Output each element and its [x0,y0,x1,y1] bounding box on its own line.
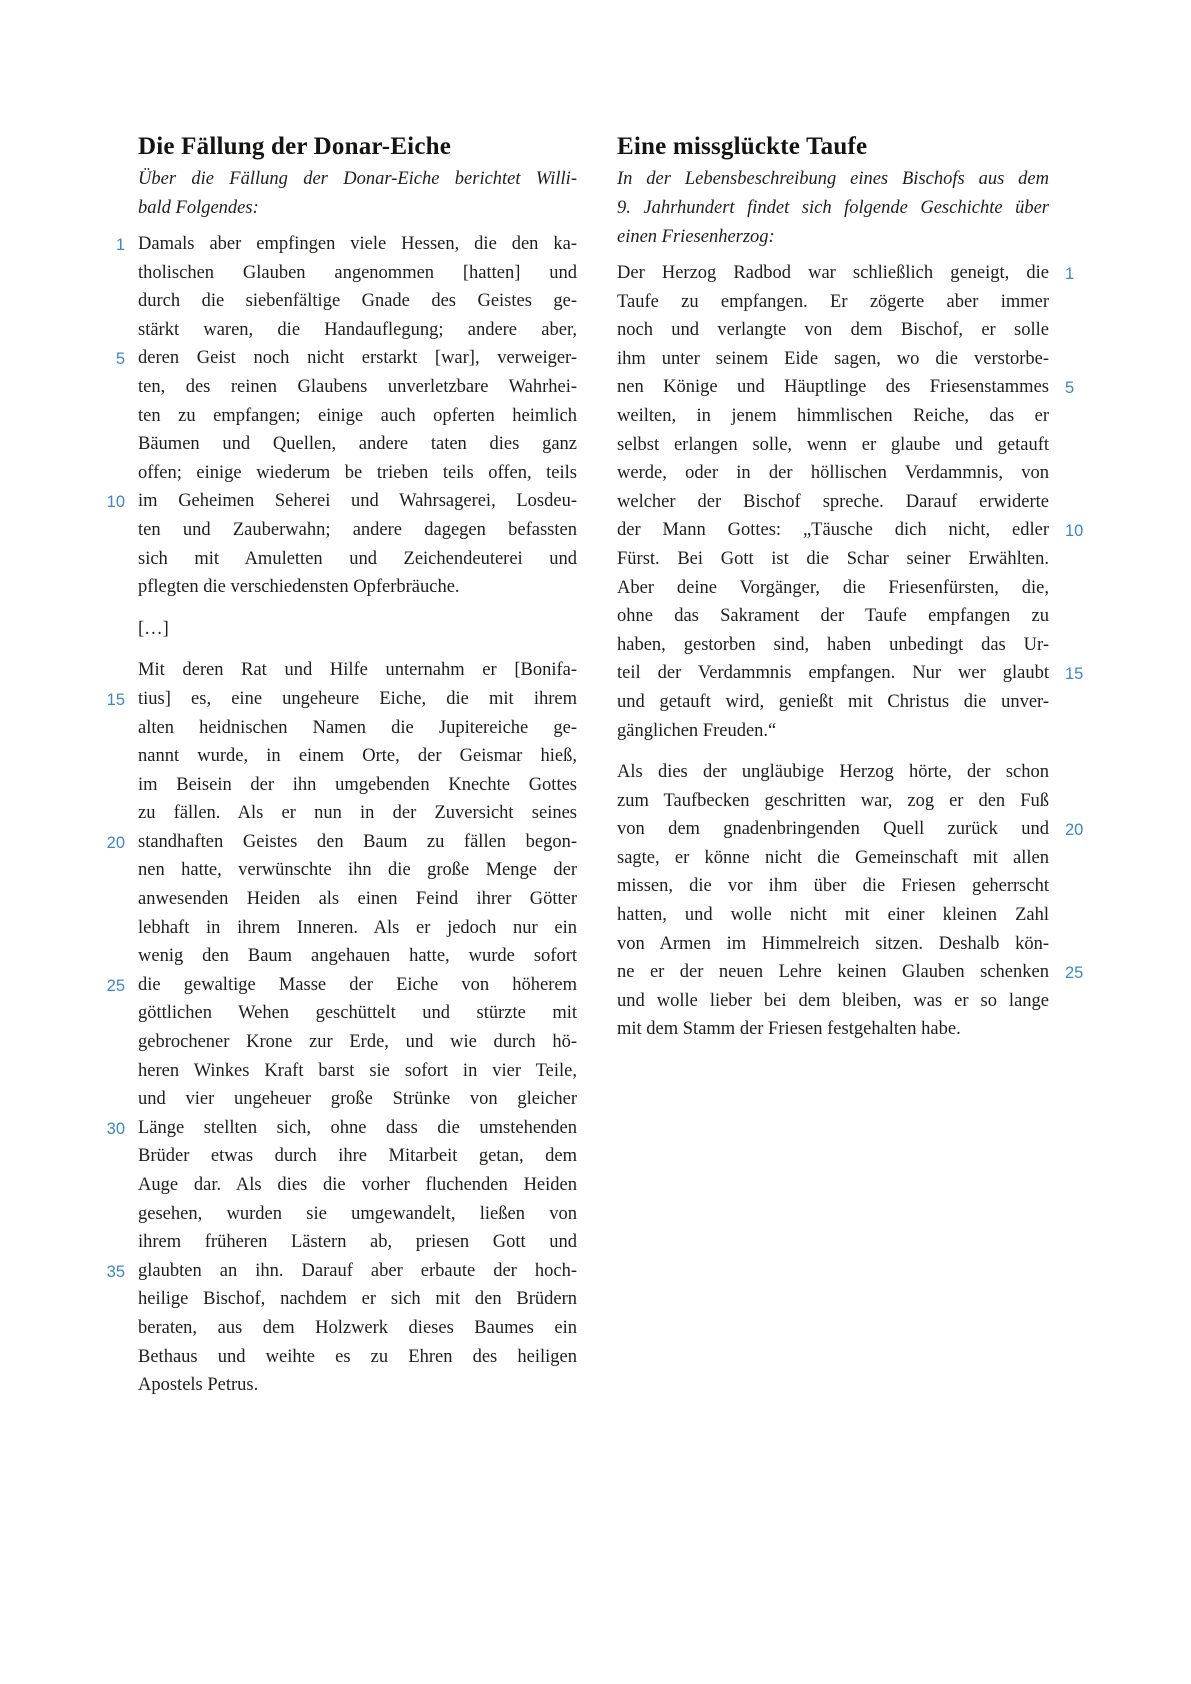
text-line-row [617,688,1049,717]
section-intro [138,165,577,223]
text-line-row [138,885,577,914]
text-line: und vier ungeheuer große Strünke von gleicher [138,1089,577,1110]
text-line: alten heidnischen Namen die Jupitereiche ge- [138,717,577,738]
text-line: deren Geist noch nicht erstarkt [war], verweiger- [138,348,577,369]
text-line: nannt wurde, in einem Orte, der Geismar hieß, [138,746,577,767]
text-line: beraten, aus dem Holzwerk dieses Baumes ein [138,1317,577,1338]
text-line-row [617,574,1049,603]
section-intro [617,165,1049,252]
omission-mark [138,615,577,644]
text-line-row [106,1257,577,1286]
text-line-row [617,345,1049,374]
text-line: werde, oder in der höllischen Verdammnis, von [617,463,1049,484]
text-line: sich mit Amuletten und Zeichendeuterei und [138,548,577,569]
text-line-row [617,431,1049,460]
text-line: welcher der Bischof spreche. Darauf erwiderte [617,491,1049,512]
line-number: 15 [106,690,125,709]
text-line-row [138,516,577,545]
text-line-row [617,659,1084,688]
text-line: Mit deren Rat und Hilfe unternahm er [Bonifa- [138,660,577,681]
paragraph [617,758,1084,1044]
text-line: ohne das Sakrament der Taufe empfangen zu [617,606,1049,627]
text-line-row [617,288,1049,317]
text-line: Aber deine Vorgänger, die Friesenfürsten, die, [617,577,1049,598]
text-line-row [617,259,1075,288]
text-line: Bethaus und weihte es zu Ehren des heiligen [138,1346,577,1367]
text-line: und getauft wird, genießt mit Christus die unver- [617,691,1049,712]
line-number: 5 [1065,379,1075,398]
text-line-row [138,1200,577,1229]
section-title: Die Fällung der Donar-Eiche [138,133,452,160]
line-number: 1 [1065,265,1075,283]
text-line-row [115,344,577,373]
text-line: der Mann Gottes: „Täusche dich nicht, edler [617,520,1049,541]
text-line: teil der Verdammnis empfangen. Nur wer glaubt [617,663,1049,684]
text-line: ne er der neuen Lehre keinen Glauben schenken [617,962,1049,983]
paragraph [106,230,577,602]
text-line-row [106,685,577,714]
text-line-row [617,787,1049,816]
text-line-row [138,942,577,971]
line-number: 25 [1065,964,1084,983]
text-line-row [617,958,1084,987]
text-line-row [138,999,577,1028]
text-line-row [138,1085,577,1114]
text-line-row [617,373,1075,402]
text-line-row [138,1228,577,1257]
text-line-row [138,914,577,943]
text-line-row [106,828,577,857]
text-line-row [617,930,1049,959]
text-line: In der Lebensbeschreibung eines Bischofs aus dem [617,169,1049,189]
text-line: und wolle lieber bei dem bleiben, was er so lange [617,990,1049,1011]
text-line: […] [138,618,169,639]
text-line: wenig den Baum angehauen hatte, wurde sofort [138,946,577,967]
text-line: nen hatte, verwünschte ihn die große Menge der [138,860,577,881]
text-line: Über die Fällung der Donar-Eiche berichtet Willi- [138,169,577,189]
paragraph [106,656,577,1399]
text-line: gebrochener Krone zur Erde, und wie durch hö- [138,1032,577,1053]
text-line-row [138,1285,577,1314]
line-number: 10 [1065,522,1084,541]
text-line: ten, des reinen Glaubens unverletzbare Wahrhei- [138,376,577,397]
text-line: glaubten an ihn. Darauf aber erbaute der hoch- [138,1260,577,1281]
text-line: heren Winkes Kraft barst sie sofort in vier Teile, [138,1060,577,1081]
text-line: nen Könige und Häuptlinge des Friesenstammes [617,377,1049,398]
text-line: ihrem früheren Lästern ab, priesen Gott und [138,1232,577,1253]
text-line-row [138,430,577,459]
text-line: einen Friesenherzog: [617,227,775,247]
text-line: offen; einige wiederum be trieben teils offen, teils [138,462,577,483]
intro-line [617,165,1049,194]
text-line: noch und verlangte von dem Bischof, er solle [617,320,1049,341]
text-line: anwesenden Heiden als einen Feind ihrer Götter [138,889,577,910]
text-line: pflegten die verschiedensten Opferbräuche. [138,577,460,598]
text-line-row [617,901,1049,930]
line-number: 20 [1065,821,1084,840]
text-line: tius] es, eine ungeheure Eiche, die mit ihrem [138,688,577,709]
column-missglueckte-taufe [617,130,1084,1044]
text-line: Länge stellten sich, ohne dass die umstehenden [138,1117,577,1138]
intro-line [138,165,577,194]
text-line-row [138,545,577,574]
text-line: die gewaltige Masse der Eiche von höherem [138,974,577,995]
line-number: 15 [1065,665,1084,684]
text-line-row [617,545,1049,574]
text-line-row [106,971,577,1000]
text-line-row [138,1171,577,1200]
text-line: Taufe zu empfangen. Er zögerte aber immer [617,291,1049,312]
text-line: haben, gestorben sind, haben unbedingt das Ur- [617,634,1049,655]
text-line-row [138,1343,577,1372]
intro-line [617,223,1049,252]
text-line: im Geheimen Seherei und Wahrsagerei, Losdeu- [138,491,577,512]
paragraph [617,259,1084,745]
text-line-row [106,1114,577,1143]
text-line: hatten, und wolle nicht mit einer kleinen Zahl [617,905,1049,926]
text-line: ten und Zauberwahn; andere dagegen befassten [138,519,577,540]
text-line-row [617,402,1049,431]
line-number: 25 [106,976,125,995]
text-line-row [617,631,1049,660]
line-number: 30 [106,1119,125,1138]
text-line: missen, die vor ihm über die Friesen geherrscht [617,876,1049,897]
text-line-row [617,844,1049,873]
text-line-row [138,615,577,644]
text-line-row [617,1015,1049,1044]
text-line-row [138,656,577,685]
text-line: Als dies der ungläubige Herzog hörte, der schon [617,762,1049,783]
text-line: gänglichen Freuden.“ [617,720,777,741]
text-line-row [138,1314,577,1343]
text-line-row [138,459,577,488]
text-line: durch die siebenfältige Gnade des Geistes ge- [138,291,577,312]
text-line-row [138,799,577,828]
text-line: stärkt waren, die Handauflegung; andere aber, [138,319,577,340]
text-line: im Beisein der ihn umgebenden Knechte Gottes [138,774,577,795]
text-line: Damals aber empfingen viele Hessen, die den ka- [138,234,577,254]
text-line: Bäumen und Quellen, andere taten dies ganz [138,434,577,455]
text-line: weilten, in jenem himmlischen Reiche, das er [617,405,1049,426]
text-line-row [138,1028,577,1057]
text-line-row [138,714,577,743]
text-line: tholischen Glauben angenommen [hatten] und [138,262,577,283]
line-number: 5 [115,350,125,369]
text-line: bald Folgendes: [138,198,259,218]
text-line: Fürst. Bei Gott ist die Schar seiner Erwählten. [617,548,1049,569]
text-line: von dem gnadenbringenden Quell zurück und [617,819,1049,840]
text-line-row [138,1057,577,1086]
text-line: Apostels Petrus. [138,1375,259,1396]
text-line: ten zu empfangen; einige auch opferten heimlich [138,405,577,426]
intro-line [138,194,577,223]
text-line: mit dem Stamm der Friesen festgehalten habe. [617,1019,961,1040]
intro-line [617,194,1049,223]
text-line: gesehen, wurden sie umgewandelt, ließen von [138,1203,577,1224]
text-line-row [617,516,1084,545]
text-line-row [138,771,577,800]
text-line: sagte, er könne nicht die Gemeinschaft mit allen [617,847,1049,868]
text-line: lebhaft in ihrem Inneren. Als er jedoch nur ein [138,917,577,938]
text-line: standhaften Geistes den Baum zu fällen begon- [138,831,577,852]
text-line-row [138,316,577,345]
section-title: Eine missglückte Taufe [617,133,868,160]
line-number: 35 [106,1262,125,1281]
text-line-row [617,602,1049,631]
text-line-row [138,259,577,288]
text-line-row [138,373,577,402]
text-line: ihm unter seinem Eide sagen, wo die verstorbe- [617,348,1049,369]
text-line-row [617,459,1049,488]
text-line-row [138,573,577,602]
text-line: Auge dar. Als dies die vorher fluchenden Heiden [138,1175,577,1195]
text-line-row [617,815,1084,844]
text-line-row [138,287,577,316]
text-line-row [617,758,1049,787]
text-line: von Armen im Himmelreich sitzen. Deshalb kön- [617,933,1049,954]
line-number: 10 [106,493,125,512]
text-line-row [138,1142,577,1171]
text-line: zu fällen. Als er nun in der Zuversicht seines [138,803,577,824]
line-number: 1 [115,236,125,254]
text-line-row [617,872,1049,901]
text-line-row [617,717,1049,746]
text-line-row [115,230,577,259]
text-line: 9. Jahrhundert findet sich folgende Geschichte über [617,198,1049,218]
text-line-row [106,487,577,516]
text-line: zum Taufbecken geschritten war, zog er den Fuß [617,790,1049,811]
column-donar-eiche [106,130,577,1400]
text-line-row [617,987,1049,1016]
text-line-row [138,1371,577,1400]
text-line: göttlichen Wehen geschüttelt und stürzte mit [138,1003,577,1024]
text-line: Der Herzog Radbod war schließlich geneigt, die [617,263,1049,283]
line-number: 20 [106,833,125,852]
text-line-row [138,742,577,771]
text-line-row [138,402,577,431]
text-line: Brüder etwas durch ihre Mitarbeit getan, dem [138,1146,577,1167]
text-line-row [617,316,1049,345]
text-line: heilige Bischof, nachdem er sich mit den Brüdern [138,1289,577,1310]
text-line-row [617,488,1049,517]
text-line: selbst erlangen solle, wenn er glaube und getauft [617,434,1049,455]
text-line-row [138,856,577,885]
